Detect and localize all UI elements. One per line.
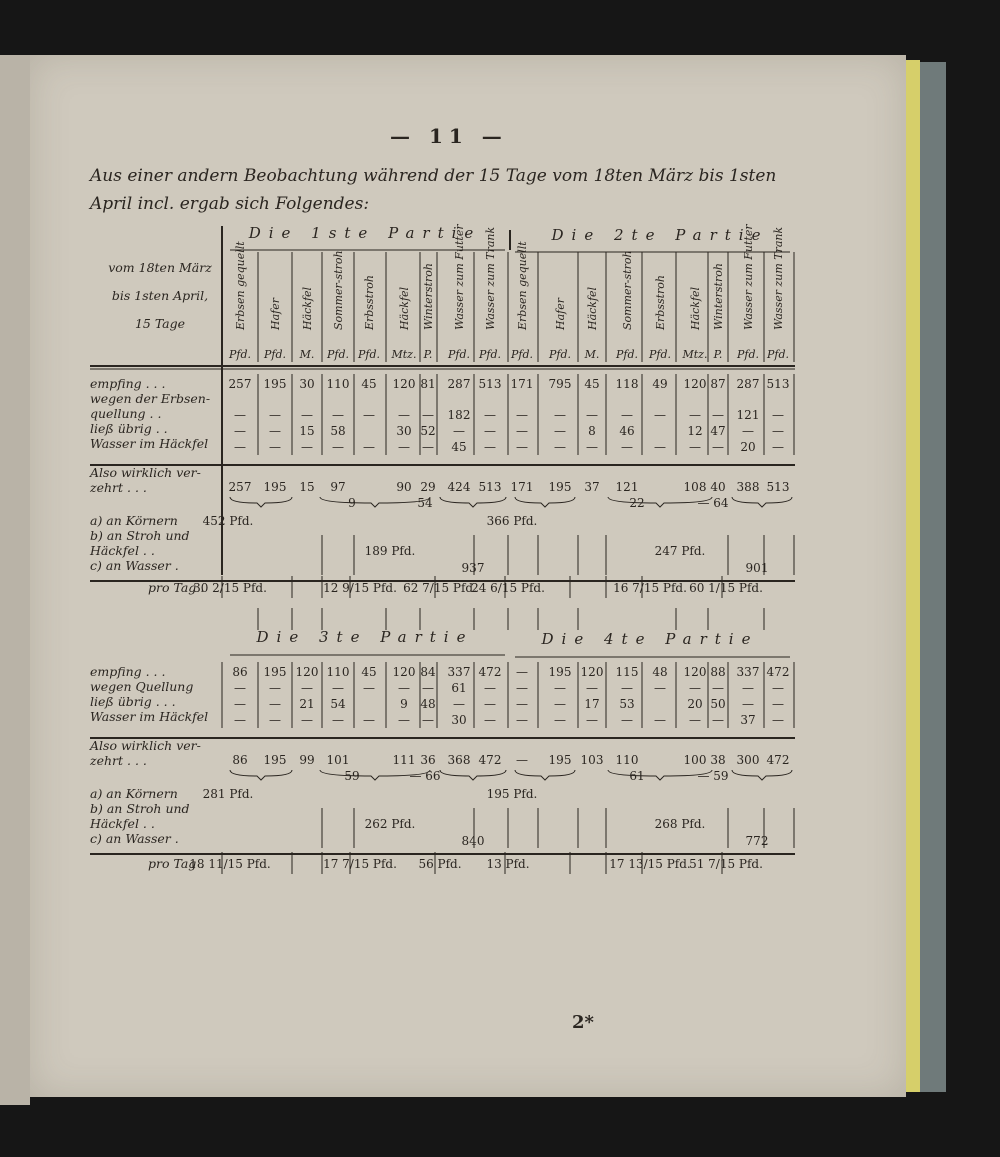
value-uebrig: — — [554, 424, 566, 438]
unit-label: M. — [584, 348, 600, 361]
column-header: Erbsen gequellt — [516, 241, 529, 330]
value-koernern: 281 Pfd. — [202, 787, 254, 801]
value-wasser: 20 — [740, 440, 756, 454]
value-wasser: — — [484, 713, 496, 727]
part-title-3: Die 3te Partie — [256, 628, 474, 646]
value-wasser: — — [234, 440, 246, 454]
value-quellung: — — [398, 681, 410, 695]
value-verzehrt: 388 — [736, 480, 760, 494]
value-quellung: — — [742, 681, 754, 695]
value-wasser: — — [484, 440, 496, 454]
value-empfing: 337 — [447, 665, 471, 679]
value-verzehrt-sub: 22 — [629, 496, 645, 510]
value-verzehrt: 472 — [766, 753, 790, 767]
row-label: empfing . . . — [90, 664, 166, 679]
brace — [515, 497, 575, 507]
value-verzehrt: 15 — [299, 480, 315, 494]
column-header: Häckfel — [689, 286, 702, 330]
column-header: Wasser zum Futter — [453, 224, 466, 330]
value-stroh: 268 Pfd. — [654, 817, 706, 831]
value-uebrig: — — [234, 424, 246, 438]
value-uebrig: — — [772, 697, 784, 711]
value-koernern: 195 Pfd. — [486, 787, 538, 801]
value-wasser: — — [398, 713, 410, 727]
value-quellung: — — [772, 408, 784, 422]
value-verzehrt: 368 — [447, 753, 471, 767]
value-verzehrt: — — [516, 753, 528, 767]
value-quellung: — — [332, 408, 344, 422]
value-pro-tag: 17 13/15 Pfd. — [609, 857, 691, 871]
value-pro-tag: 16 7/15 Pfd. — [613, 581, 687, 595]
brace — [440, 497, 506, 507]
value-empfing: 120 — [392, 665, 416, 679]
value-verzehrt: 100 — [683, 753, 707, 767]
value-uebrig: — — [484, 697, 496, 711]
column-header: Häckfel — [586, 286, 599, 330]
value-verzehrt: 121 — [615, 480, 639, 494]
value-empfing: 195 — [263, 665, 287, 679]
value-verzehrt-sub: — 64 — [697, 496, 729, 510]
value-empfing: — — [516, 665, 528, 679]
consumed-label: zehrt . . . — [90, 753, 147, 768]
column-header: Winterstroh — [422, 263, 435, 330]
value-pro-tag: 62 7/15 Pfd. — [403, 581, 477, 595]
value-quellung: — — [586, 681, 598, 695]
brace — [608, 770, 712, 780]
value-quellung: — — [621, 408, 633, 422]
unit-label: Pfd. — [263, 348, 287, 361]
value-empfing: 795 — [548, 377, 572, 391]
value-quellung: — — [234, 408, 246, 422]
value-wasser-total: 937 — [461, 561, 485, 575]
column-header: Häckfel — [398, 286, 411, 330]
per-day-label: pro Tag . — [148, 856, 205, 871]
value-quellung: — — [484, 681, 496, 695]
consumed-label: zehrt . . . — [90, 480, 147, 495]
consumed-label: Also wirklich ver- — [90, 738, 201, 753]
value-verzehrt: 108 — [683, 480, 707, 494]
value-wasser: — — [234, 713, 246, 727]
value-wasser: — — [554, 440, 566, 454]
value-pro-tag: 56 Pfd. — [418, 857, 462, 871]
value-uebrig: — — [453, 424, 465, 438]
value-wasser: — — [269, 713, 281, 727]
value-empfing: 48 — [652, 665, 668, 679]
value-quellung: — — [516, 681, 528, 695]
value-quellung: — — [422, 681, 434, 695]
column-header: Hafer — [554, 298, 567, 330]
value-quellung: — — [269, 408, 281, 422]
value-pro-tag: 24 6/15 Pfd. — [471, 581, 545, 595]
value-empfing: 84 — [420, 665, 436, 679]
value-empfing: 115 — [615, 665, 639, 679]
value-verzehrt: 38 — [710, 753, 726, 767]
breakdown-label: Häckfel . . — [90, 543, 155, 558]
value-pro-tag: 51 7/15 Pfd. — [689, 857, 763, 871]
part-title-4: Die 4te Partie — [541, 630, 759, 648]
value-uebrig: 20 — [687, 697, 703, 711]
value-uebrig: 8 — [588, 424, 596, 438]
unit-label: Mtz. — [682, 348, 708, 361]
value-empfing: 472 — [766, 665, 790, 679]
value-wasser: — — [654, 440, 666, 454]
value-wasser: — — [398, 440, 410, 454]
value-verzehrt: 36 — [420, 753, 436, 767]
intro-text: Aus einer andern Beobachtung während der 15 Tage vom 18ten März bis 1sten April incl. ergab sich Folgendes: — [90, 166, 777, 214]
value-quellung: — — [301, 408, 313, 422]
value-quellung: 182 — [447, 408, 471, 422]
value-uebrig: — — [516, 424, 528, 438]
value-quellung: — — [554, 681, 566, 695]
value-uebrig: 50 — [710, 697, 726, 711]
brace — [230, 770, 292, 780]
column-header: Wasser zum Trank — [772, 226, 785, 330]
value-wasser: — — [689, 440, 701, 454]
value-pro-tag: 13 Pfd. — [486, 857, 530, 871]
value-wasser: — — [301, 440, 313, 454]
part-title-1: Die 1ste Partie — [248, 224, 482, 242]
value-uebrig: — — [269, 697, 281, 711]
row-label: Wasser im Häckfel — [90, 436, 209, 451]
value-uebrig: — — [453, 697, 465, 711]
value-verzehrt-sub: 54 — [417, 496, 433, 510]
brace — [440, 770, 506, 780]
value-wasser: — — [621, 713, 633, 727]
value-quellung: — — [586, 408, 598, 422]
value-empfing: 472 — [478, 665, 502, 679]
value-verzehrt: 257 — [228, 480, 252, 494]
value-verzehrt-sub: 9 — [348, 496, 356, 510]
value-wasser: — — [712, 713, 724, 727]
value-verzehrt: 101 — [326, 753, 350, 767]
value-quellung: — — [554, 408, 566, 422]
value-quellung: — — [621, 681, 633, 695]
value-verzehrt-sub: 59 — [344, 769, 360, 783]
unit-label: Pfd. — [228, 348, 252, 361]
value-uebrig: 48 — [420, 697, 436, 711]
value-wasser: — — [363, 713, 375, 727]
value-uebrig: 46 — [619, 424, 635, 438]
value-uebrig: — — [742, 424, 754, 438]
period-label: bis 1sten April, — [111, 288, 209, 303]
value-verzehrt-sub: — 59 — [697, 769, 729, 783]
unit-label: Pfd. — [447, 348, 471, 361]
value-wasser: — — [422, 713, 434, 727]
column-header: Erbsstroh — [654, 274, 667, 330]
value-verzehrt: 300 — [736, 753, 760, 767]
value-verzehrt-sub: 61 — [629, 769, 645, 783]
row-label: wegen der Erbsen- — [90, 391, 211, 406]
value-quellung: — — [772, 681, 784, 695]
part-title-2: Die 2te Partie — [551, 226, 769, 244]
value-uebrig: — — [516, 697, 528, 711]
value-empfing: 120 — [683, 665, 707, 679]
column-header: Winterstroh — [712, 263, 725, 330]
row-label: ließ übrig . . — [90, 421, 168, 436]
value-uebrig: 12 — [687, 424, 703, 438]
column-header: Sommer-stroh — [621, 250, 634, 330]
value-quellung: — — [712, 681, 724, 695]
value-empfing: 110 — [326, 665, 350, 679]
value-wasser: — — [301, 713, 313, 727]
value-uebrig: — — [772, 424, 784, 438]
row-label: ließ übrig . . . — [90, 694, 176, 709]
unit-label: Pfd. — [615, 348, 639, 361]
unit-label: Pfd. — [510, 348, 534, 361]
unit-label: Pfd. — [478, 348, 502, 361]
value-wasser: — — [422, 440, 434, 454]
value-verzehrt: 40 — [710, 480, 726, 494]
column-header: Häckfel — [301, 286, 314, 330]
value-pro-tag: 18 11/15 Pfd. — [189, 857, 271, 871]
value-quellung: — — [654, 681, 666, 695]
value-wasser: — — [772, 713, 784, 727]
row-label: empfing . . . — [90, 376, 166, 391]
value-wasser: 37 — [740, 713, 756, 727]
value-empfing: 287 — [447, 377, 471, 391]
value-empfing: 30 — [299, 377, 315, 391]
value-verzehrt: 195 — [263, 480, 287, 494]
value-quellung: 121 — [736, 408, 760, 422]
value-wasser: — — [516, 440, 528, 454]
value-pro-tag: 12 9/15 Pfd. — [323, 581, 397, 595]
value-verzehrt: 513 — [766, 480, 790, 494]
value-verzehrt: 97 — [330, 480, 346, 494]
value-pro-tag: 60 1/15 Pfd. — [689, 581, 763, 595]
period-label: 15 Tage — [134, 316, 186, 331]
value-quellung: — — [363, 408, 375, 422]
brace — [608, 497, 712, 507]
value-koernern: 366 Pfd. — [486, 514, 538, 528]
value-verzehrt: 86 — [232, 753, 248, 767]
brace — [230, 497, 292, 507]
value-pro-tag: 30 2/15 Pfd. — [193, 581, 267, 595]
value-pro-tag: 17 7/15 Pfd. — [323, 857, 397, 871]
value-empfing: 120 — [392, 377, 416, 391]
column-header: Erbsen gequellt — [234, 241, 247, 330]
value-quellung: — — [332, 681, 344, 695]
value-empfing: 45 — [584, 377, 600, 391]
value-wasser: — — [586, 713, 598, 727]
value-wasser: — — [332, 440, 344, 454]
value-quellung: — — [301, 681, 313, 695]
breakdown-label: a) an Körnern — [90, 513, 178, 528]
value-empfing: 45 — [361, 665, 377, 679]
unit-label: M. — [299, 348, 315, 361]
value-quellung: — — [516, 408, 528, 422]
brace — [320, 497, 430, 507]
value-empfing: 171 — [510, 377, 534, 391]
value-empfing: 120 — [683, 377, 707, 391]
value-verzehrt: 513 — [478, 480, 502, 494]
value-empfing: 49 — [652, 377, 668, 391]
value-uebrig: 17 — [584, 697, 600, 711]
value-uebrig: 47 — [710, 424, 726, 438]
value-empfing: 81 — [420, 377, 436, 391]
value-verzehrt: 195 — [548, 480, 572, 494]
column-header: Sommer-stroh — [332, 250, 345, 330]
value-empfing: 118 — [615, 377, 639, 391]
value-quellung: — — [689, 408, 701, 422]
value-wasser: — — [269, 440, 281, 454]
value-verzehrt: 472 — [478, 753, 502, 767]
value-empfing: 110 — [326, 377, 350, 391]
value-wasser: — — [689, 713, 701, 727]
row-label: quellung . . — [90, 406, 162, 421]
unit-label: P. — [423, 348, 433, 361]
value-wasser: — — [516, 713, 528, 727]
value-empfing: 195 — [548, 665, 572, 679]
value-verzehrt: 90 — [396, 480, 412, 494]
brace — [515, 770, 575, 780]
unit-label: P. — [713, 348, 723, 361]
unit-label: Pfd. — [357, 348, 381, 361]
value-quellung: — — [712, 408, 724, 422]
breakdown-label: Häckfel . . — [90, 816, 155, 831]
value-quellung: — — [689, 681, 701, 695]
unit-label: Pfd. — [648, 348, 672, 361]
value-uebrig: — — [742, 697, 754, 711]
breakdown-label: a) an Körnern — [90, 786, 178, 801]
value-verzehrt: 195 — [263, 753, 287, 767]
value-stroh: 247 Pfd. — [654, 544, 706, 558]
value-quellung: — — [363, 681, 375, 695]
per-day-label: pro Tag . — [148, 580, 205, 595]
value-wasser: — — [554, 713, 566, 727]
value-wasser-total: 840 — [461, 834, 485, 848]
brace — [732, 497, 792, 507]
breakdown-label: c) an Wasser . — [90, 558, 179, 573]
value-quellung: 61 — [451, 681, 467, 695]
value-uebrig: — — [484, 424, 496, 438]
value-uebrig: 15 — [299, 424, 315, 438]
column-header: Wasser zum Futter — [742, 224, 755, 330]
period-label: vom 18ten März — [108, 260, 212, 275]
signature-mark: 2* — [572, 1012, 594, 1033]
consumed-label: Also wirklich ver- — [90, 465, 201, 480]
value-uebrig: 21 — [299, 697, 315, 711]
value-uebrig: 53 — [619, 697, 635, 711]
value-verzehrt-sub: — 66 — [409, 769, 441, 783]
column-header: Wasser zum Trank — [484, 226, 497, 330]
value-empfing: 120 — [295, 665, 319, 679]
value-quellung: — — [234, 681, 246, 695]
value-verzehrt: 424 — [447, 480, 471, 494]
value-wasser: 30 — [451, 713, 467, 727]
value-quellung: — — [484, 408, 496, 422]
unit-label: Pfd. — [548, 348, 572, 361]
value-empfing: 257 — [228, 377, 252, 391]
value-empfing: 287 — [736, 377, 760, 391]
row-label: wegen Quellung — [90, 679, 194, 694]
value-empfing: 88 — [710, 665, 726, 679]
value-wasser: — — [712, 440, 724, 454]
value-verzehrt: 195 — [548, 753, 572, 767]
value-verzehrt: 111 — [392, 753, 416, 767]
value-wasser: — — [363, 440, 375, 454]
breakdown-label: c) an Wasser . — [90, 831, 179, 846]
value-verzehrt: 103 — [580, 753, 604, 767]
value-empfing: 86 — [232, 665, 248, 679]
value-uebrig: 9 — [400, 697, 408, 711]
value-uebrig: 52 — [420, 424, 436, 438]
value-empfing: 513 — [766, 377, 790, 391]
value-verzehrt: 171 — [510, 480, 534, 494]
value-wasser: — — [586, 440, 598, 454]
value-verzehrt: 99 — [299, 753, 315, 767]
unit-label: Pfd. — [736, 348, 760, 361]
value-uebrig: 58 — [330, 424, 346, 438]
value-uebrig: 30 — [396, 424, 412, 438]
value-wasser-total: 901 — [745, 561, 769, 575]
value-empfing: 87 — [710, 377, 726, 391]
value-stroh: 189 Pfd. — [364, 544, 416, 558]
value-uebrig: — — [269, 424, 281, 438]
value-empfing: 45 — [361, 377, 377, 391]
value-koernern: 452 Pfd. — [202, 514, 254, 528]
unit-label: Mtz. — [391, 348, 417, 361]
value-empfing: 513 — [478, 377, 502, 391]
value-quellung: — — [654, 408, 666, 422]
value-verzehrt: 29 — [420, 480, 436, 494]
page-number: — 11 — — [390, 124, 508, 148]
value-stroh: 262 Pfd. — [364, 817, 416, 831]
breakdown-label: b) an Stroh und — [90, 528, 190, 543]
value-empfing: 337 — [736, 665, 760, 679]
value-quellung: — — [422, 408, 434, 422]
value-uebrig: 54 — [330, 697, 346, 711]
value-wasser: — — [654, 713, 666, 727]
value-wasser: — — [621, 440, 633, 454]
value-quellung: — — [269, 681, 281, 695]
value-quellung: — — [398, 408, 410, 422]
value-wasser: — — [772, 440, 784, 454]
brace — [732, 770, 792, 780]
column-header: Erbsstroh — [363, 274, 376, 330]
value-uebrig: — — [554, 697, 566, 711]
value-empfing: 195 — [263, 377, 287, 391]
value-empfing: 120 — [580, 665, 604, 679]
value-wasser: 45 — [451, 440, 467, 454]
breakdown-label: b) an Stroh und — [90, 801, 190, 816]
row-label: Wasser im Häckfel — [90, 709, 209, 724]
column-header: Hafer — [269, 298, 282, 330]
value-wasser-total: 772 — [745, 834, 769, 848]
value-uebrig: — — [234, 697, 246, 711]
unit-label: Pfd. — [766, 348, 790, 361]
value-verzehrt: 37 — [584, 480, 600, 494]
value-verzehrt: 110 — [615, 753, 639, 767]
unit-label: Pfd. — [326, 348, 350, 361]
value-wasser: — — [332, 713, 344, 727]
